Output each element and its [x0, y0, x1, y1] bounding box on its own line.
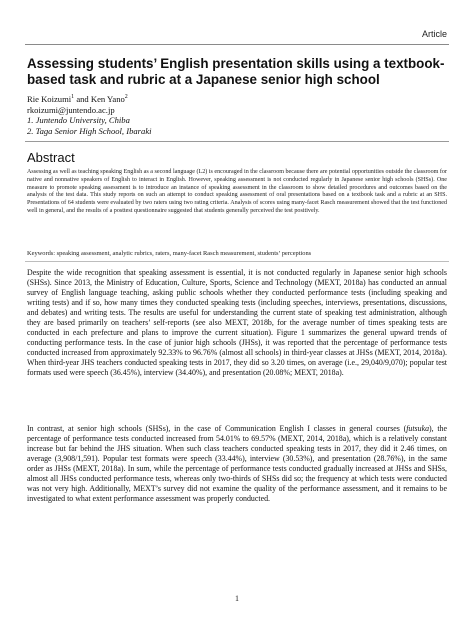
header-rule: [25, 44, 449, 45]
body-paragraph-2-italic-term: futsuka: [406, 424, 430, 433]
abstract-rule: [25, 141, 449, 142]
abstract-heading: Abstract: [27, 150, 75, 165]
body-paragraph-2: [27, 424, 447, 504]
author-email[interactable]: rkoizumi@juntendo.ac.jp: [27, 104, 115, 115]
keywords-rule: [25, 261, 449, 262]
affiliation-1: 1. Juntendo University, Chiba: [27, 115, 130, 126]
author-conjunction: and: [74, 94, 91, 104]
author-names: [27, 94, 152, 105]
author-block: [27, 94, 152, 136]
author-1-affiliation-mark: 1: [71, 94, 75, 101]
body-paragraph-1: Despite the wide recognition that speaking assessment is essential, it is not conducted regularly in Japanese senior high schools (SHSs). Since 2013, the Ministry of Education, Culture, Sports, Science and Technology (MEXT, 2018a) has conducted an annual survey of English language teaching, asking public schools whether they conducted performance tests (including speaking and writing tests) and if so, how many times they conducted speaking tests (including speeches, interviews, presentations, discussions, and debates) and writing tests. The results are useful for understanding the current state of speaking test administration, although they are based primarily on teachers’ self-reports (see also MEXT, 2018b, for the average number of times speaking tests are conducted in each prefecture and plans to improve the current situation). Figure 1 summarizes the general upward trends of conducting performance tests. In the case of junior high schools (JHSs), it was reported that the percentage of performance tests conducted increased from approximately 92.33% to 96.76% (almost all schools) in third-year classes at JHSs (MEXT, 2014, 2018a). When third-year JHS teachers conducted speaking tests in 2017, they did so 3.20 times, on average (i.e., 29,040/9,070); popular test formats used were speech (36.45%), interview (34.40%), and presentation (20.08%; MEXT, 2018a).: [27, 268, 447, 378]
author-1: Rie Koizumi: [27, 94, 72, 104]
article-title: Assessing students’ English presentation skills using a textbook-based task and rubric at a Japanese senior high school: [27, 56, 445, 87]
body-paragraph-2-part-a: In contrast, at senior high schools (SHSs), in the case of Communication English I classes in general courses (: [27, 424, 407, 433]
author-2: Ken Yano: [90, 94, 125, 104]
page-number: 1: [235, 594, 239, 603]
body-paragraph-2-part-b: ), the percentage of performance tests conducted increased from 54.01% to 69.57% (MEXT, 2014, 2018a), which is a relatively constant increase but far behind the JHS situation. When such class teachers conducted speaking tests in 2017, they did it 2.46 times, on average (3,908/1,591). Popular test formats were speech (33.44%), interview (30.53%), and presentation (28.76%), in the same order as JHSs (MEXT, 2018a). In sum, while the percentage of performance tests conducted gradually increased at JHSs and SHSs, almost all JHSs conducted performance tests, whereas only two-thirds of SHSs did so; the frequency at which tests were conducted was not very high. Additionally, MEXT’s survey did not examine the quality of the performance assessment, and it remains to be investigated to what extent performance assessment was properly conducted.: [27, 424, 447, 504]
section-tag: Article: [421, 29, 447, 39]
affiliation-2: 2. Taga Senior High School, Ibaraki: [27, 125, 152, 136]
keywords: Keywords: speaking assessment, analytic rubrics, raters, many-facet Rasch measurement, students’ perceptions: [27, 250, 312, 257]
abstract-text: Assessing as well as teaching speaking English as a second language (L2) is encouraged in the classroom because there are potential opportunities outside the classroom for native and nonnative speakers of English to interact in English. However, speaking assessment is not conducted regularly in Japanese senior high schools (SHSs). One measure to promote speaking assessment is to introduce an instance of speaking assessment in the classroom to show detailed procedures and outcomes based on the analysis of the test data. This study reports on such an attempt to conduct speaking assessment of oral presentations based on a textbook task and a rubric at an SHS. Presentations of 64 students were evaluated by two raters using two rating criteria. Analysis of scores using many-facet Rasch measurement showed that the test functioned well in general, and the results of a posttest questionnaire suggested that students generally perceived the test positively.: [27, 169, 447, 214]
author-2-affiliation-mark: 2: [124, 94, 128, 101]
